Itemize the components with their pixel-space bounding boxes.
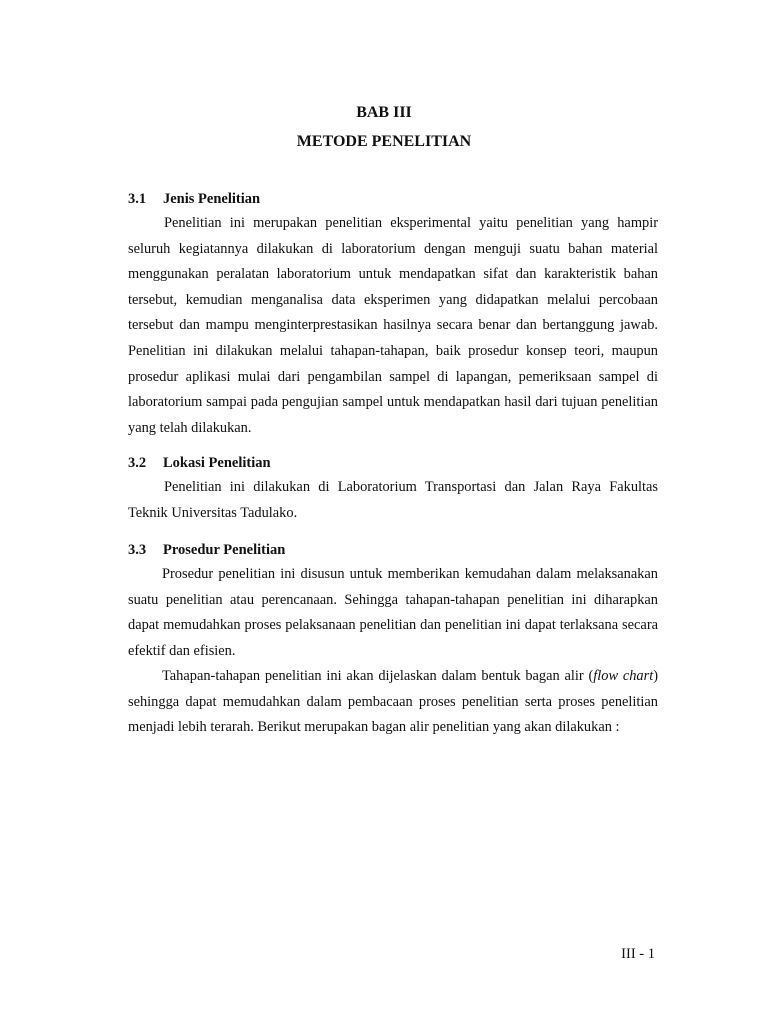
paragraph-prosedur-penelitian-1: Prosedur penelitian ini disusun untuk memberikan kemudahan dalam melaksanakan suatu penelitian atau perencanaan. Sehingga tahapan-tahapan penelitian ini diharapkan dapat memudahkan proses pelaksanaan penelitian dan penelitian ini dapat terlaksana secara efektif dan efisien. (128, 566, 658, 659)
chapter-number: BAB III (356, 104, 412, 121)
paragraph-text-after: ) sehingga dapat memudahkan dalam pembacaan proses penelitian serta proses penelitian menjadi lebih terarah. Berikut merupakan bagan alir penelitian yang akan dilakukan : (128, 668, 659, 736)
section-heading-jenis-penelitian (128, 191, 260, 208)
italic-term-flow-chart: flow chart (593, 668, 654, 684)
chapter-title: METODE PENELITIAN (296, 133, 472, 150)
section-title: Jenis Penelitian (163, 191, 261, 207)
paragraph-text-before: Tahapan-tahapan penelitian ini akan dijelaskan dalam bentuk bagan alir ( (162, 668, 594, 684)
section-title: Prosedur Penelitian (163, 542, 286, 558)
section-number: 3.1 (128, 191, 147, 207)
paragraph-jenis-penelitian: Penelitian ini merupakan penelitian eksperimental yaitu penelitian yang hampir seluruh kegiatannya dilakukan di laboratorium dengan menguji suatu bahan material menggunakan peralatan laboratorium untuk mendapatkan sifat dan karakteristik bahan tersebut, kemudian menganalisa data eksperimen yang didapatkan melalui percobaan tersebut dan mampu menginterprestasikan hasilnya secara benar dan bertanggung jawab. Penelitian ini dilakukan melalui tahapan-tahapan, baik prosedur konsep teori, maupun prosedur aplikasi mulai dari pengambilan sampel di lapangan, pemeriksaan sampel di laboratorium sampai pada pengujian sampel untuk mendapatkan hasil dari tujuan penelitian yang telah dilakukan. (128, 215, 658, 436)
section-number: 3.2 (128, 455, 147, 471)
section-heading-prosedur-penelitian (128, 542, 285, 559)
section-title: Lokasi Penelitian (163, 455, 271, 471)
section-number: 3.3 (128, 542, 147, 558)
section-heading-lokasi-penelitian (128, 455, 271, 472)
page-number: III - 1 (621, 946, 655, 962)
paragraph-lokasi-penelitian: Penelitian ini dilakukan di Laboratorium Transportasi dan Jalan Raya Fakultas Teknik Universitas Tadulako. (128, 479, 658, 521)
paragraph-prosedur-penelitian-2 (128, 664, 658, 741)
